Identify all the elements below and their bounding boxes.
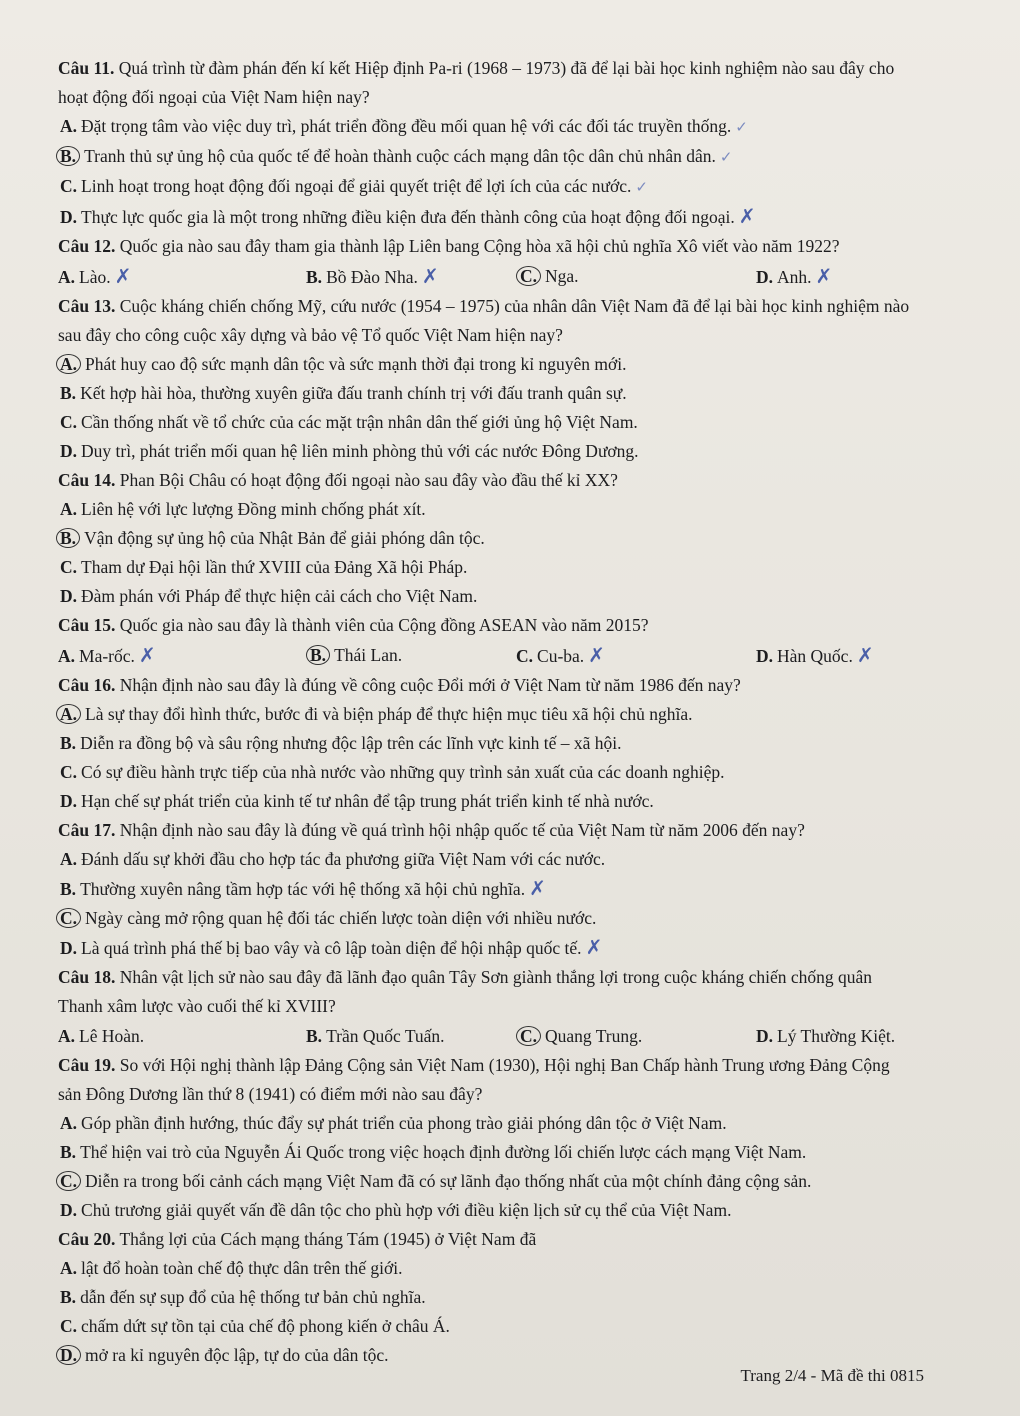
option-a [58, 350, 910, 379]
option-b [306, 1021, 516, 1051]
option-text: Bồ Đào Nha. [326, 267, 418, 287]
option-a [58, 700, 910, 729]
option-text: Là sự thay đổi hình thức, bước đi và biện pháp để thực hiện mục tiêu xã hội chủ nghĩa. [85, 704, 693, 724]
option-letter: D. [756, 267, 774, 287]
question-text: Nhận định nào sau đây là đúng về quá trình hội nhập quốc tế của Việt Nam từ năm 2006 đến nay? [119, 820, 805, 840]
options-row [58, 640, 910, 671]
option-letter: D. [756, 646, 774, 666]
option-d [58, 1196, 910, 1225]
option-d [58, 933, 910, 963]
question-14 [58, 466, 910, 611]
question-text: Phan Bội Châu có hoạt động đối ngoại nào sau đây vào đầu thế kỉ XX? [119, 470, 618, 490]
option-text: Liên hệ với lực lượng Đồng minh chống phát xít. [81, 499, 426, 519]
option-text: Chủ trương giải quyết vấn đề dân tộc cho phù hợp với điều kiện lịch sử cụ thể của Việt Nam. [81, 1200, 732, 1220]
option-text: Đàm phán với Pháp để thực hiện cải cách cho Việt Nam. [81, 586, 478, 606]
option-d [756, 640, 910, 671]
option-c [58, 904, 910, 933]
cross-mark-icon: ✗ [529, 876, 546, 900]
option-a [58, 1021, 306, 1051]
option-letter: A. [60, 1258, 78, 1278]
option-c [516, 261, 756, 292]
cross-mark-icon: ✗ [738, 204, 756, 228]
option-text: Cu-ba. [537, 646, 585, 666]
option-text: Cần thống nhất về tổ chức của các mặt trận nhân dân thế giới ủng hộ Việt Nam. [81, 412, 638, 432]
option-text: Là quá trình phá thế bị bao vây và cô lập toàn diện để hội nhập quốc tế. [81, 938, 582, 958]
option-letter: C. [60, 557, 78, 577]
cross-mark-icon: ✗ [588, 643, 605, 667]
question-stem [58, 671, 910, 700]
option-c [58, 1167, 910, 1196]
option-letter: C. [60, 1316, 78, 1336]
option-b [58, 874, 910, 904]
question-number: Câu 16. [58, 675, 116, 695]
option-a [58, 261, 306, 292]
option-text: Thực lực quốc gia là một trong những điều kiện đưa đến thành công của hoạt động đối ngoại. [81, 207, 735, 227]
option-a [58, 845, 910, 874]
page-footer: Trang 2/4 - Mã đề thi 0815 [740, 1366, 924, 1385]
option-letter: A. [56, 354, 81, 374]
option-a [58, 495, 910, 524]
question-number: Câu 15. [58, 615, 116, 635]
option-text: Đánh dấu sự khởi đầu cho hợp tác đa phương giữa Việt Nam với các nước. [81, 849, 606, 869]
check-mark-icon: ✓ [735, 118, 748, 136]
option-letter: D. [60, 938, 78, 958]
option-text: Có sự điều hành trực tiếp của nhà nước vào những quy trình sản xuất của các doanh nghiệp. [81, 762, 725, 782]
cross-mark-icon: ✗ [138, 643, 156, 667]
option-text: Kết hợp hài hòa, thường xuyên giữa đấu tranh chính trị với đấu tranh quân sự. [80, 383, 627, 403]
option-text: Ngày càng mở rộng quan hệ đối tác chiến lược toàn diện với nhiều nước. [85, 908, 597, 928]
option-text: Tham dự Đại hội lần thứ XVIII của Đảng Xã hội Pháp. [81, 557, 468, 577]
option-text: Lý Thường Kiệt. [777, 1026, 896, 1046]
question-stem [58, 816, 910, 845]
question-number: Câu 13. [58, 296, 116, 316]
options-row [58, 1021, 910, 1051]
question-number: Câu 11. [58, 58, 115, 78]
question-text: Cuộc kháng chiến chống Mỹ, cứu nước (1954 – 1975) của nhân dân Việt Nam đã để lại bài học kinh nghiệm nào sau đây cho công cuộc xây dựng và bảo vệ Tổ quốc Việt Nam hiện nay? [58, 296, 910, 345]
option-text: Diễn ra trong bối cảnh cách mạng Việt Nam đã có sự lãnh đạo thống nhất của một chính đảng cộng sản. [85, 1171, 812, 1191]
option-letter: C. [60, 762, 78, 782]
option-letter: B. [60, 1142, 77, 1162]
option-d [58, 582, 910, 611]
question-number: Câu 18. [58, 967, 116, 987]
option-text: Lào. [79, 267, 111, 287]
question-16 [58, 671, 910, 816]
option-letter: B. [56, 146, 80, 166]
question-11 [58, 54, 910, 232]
option-letter: D. [756, 1026, 774, 1046]
question-stem [58, 611, 910, 640]
cross-mark-icon: ✗ [856, 643, 874, 667]
question-stem [58, 466, 910, 495]
check-mark-icon: ✓ [719, 148, 733, 166]
option-text: Diễn ra đồng bộ và sâu rộng nhưng độc lập trên các lĩnh vực kinh tế – xã hội. [80, 733, 622, 753]
question-number: Câu 17. [58, 820, 116, 840]
cross-mark-icon: ✗ [421, 264, 439, 288]
question-stem [58, 232, 910, 261]
question-stem [58, 292, 910, 350]
option-letter: C. [516, 266, 541, 286]
option-c [58, 408, 910, 437]
option-letter: A. [58, 646, 76, 666]
question-text: So với Hội nghị thành lập Đảng Cộng sản Việt Nam (1930), Hội nghị Ban Chấp hành Trung ương Đảng Cộng sản Đông Dương lần thứ 8 (1941) có điểm mới nào sau đây? [58, 1055, 890, 1104]
option-text: Phát huy cao độ sức mạnh dân tộc và sức mạnh thời đại trong kỉ nguyên mới. [85, 354, 627, 374]
check-mark-icon: ✓ [635, 178, 648, 196]
option-letter: C. [516, 646, 534, 666]
option-letter: D. [60, 441, 78, 461]
option-c [58, 172, 910, 202]
option-c [58, 1312, 910, 1341]
question-20 [58, 1225, 910, 1370]
option-letter: D. [60, 207, 78, 227]
question-number: Câu 12. [58, 236, 116, 256]
option-letter: A. [58, 1026, 76, 1046]
question-stem [58, 963, 910, 1021]
option-text: chấm dứt sự tồn tại của chế độ phong kiến ở châu Á. [81, 1316, 450, 1336]
options-row [58, 261, 910, 292]
option-c [516, 1021, 756, 1051]
option-letter: C. [60, 412, 78, 432]
question-stem [58, 54, 910, 112]
option-b [58, 142, 910, 172]
option-b [58, 729, 910, 758]
option-letter: B. [56, 528, 80, 548]
question-18 [58, 963, 910, 1051]
option-text: Góp phần định hướng, thúc đẩy sự phát triển của phong trào giải phóng dân tộc ở Việt Nam. [81, 1113, 727, 1133]
option-text: Đặt trọng tâm vào việc duy trì, phát triển đồng đều mối quan hệ với các đối tác truyền thống. [81, 116, 732, 136]
question-text: Quốc gia nào sau đây tham gia thành lập Liên bang Cộng hòa xã hội chủ nghĩa Xô viết vào năm 1922? [119, 236, 840, 256]
option-text: dẫn đến sự sụp đổ của hệ thống tư bản chủ nghĩa. [80, 1287, 426, 1307]
option-letter: B. [60, 383, 77, 403]
question-number: Câu 20. [58, 1229, 116, 1249]
option-a [58, 1254, 910, 1283]
option-text: mở ra kỉ nguyên độc lập, tự do của dân tộc. [85, 1345, 389, 1365]
option-text: Vận động sự ủng hộ của Nhật Bản để giải phóng dân tộc. [84, 528, 485, 548]
question-19 [58, 1051, 910, 1225]
option-b [58, 379, 910, 408]
option-text: Hàn Quốc. [777, 646, 853, 666]
question-stem [58, 1051, 910, 1109]
option-text: Nga. [545, 266, 579, 286]
option-letter: A. [56, 704, 81, 724]
option-d [58, 202, 910, 232]
option-text: Linh hoạt trong hoạt động đối ngoại để giải quyết triệt để lợi ích của các nước. [81, 176, 632, 196]
question-number: Câu 14. [58, 470, 116, 490]
question-text: Nhân vật lịch sử nào sau đây đã lãnh đạo quân Tây Sơn giành thắng lợi trong cuộc kháng chiến chống quân Thanh xâm lược vào cuối thế kỉ XVIII? [58, 967, 873, 1016]
option-a [58, 1109, 910, 1138]
question-15 [58, 611, 910, 671]
option-text: Duy trì, phát triển mối quan hệ liên minh phòng thủ với các nước Đông Dương. [81, 441, 639, 461]
option-a [58, 112, 910, 142]
question-13 [58, 292, 910, 466]
question-text: Nhận định nào sau đây là đúng về công cuộc Đổi mới ở Việt Nam từ năm 1986 đến nay? [119, 675, 741, 695]
question-12 [58, 232, 910, 292]
option-text: Thường xuyên nâng tầm hợp tác với hệ thống xã hội chủ nghĩa. [80, 879, 526, 899]
option-b [306, 261, 516, 292]
option-letter: A. [60, 499, 78, 519]
question-text: Thắng lợi của Cách mạng tháng Tám (1945) ở Việt Nam đã [119, 1229, 537, 1249]
option-letter: D. [56, 1345, 81, 1365]
option-letter: B. [60, 879, 77, 899]
cross-mark-icon: ✗ [585, 935, 603, 959]
option-text: Ma-rốc. [79, 646, 135, 666]
option-c [58, 758, 910, 787]
option-letter: B. [60, 1287, 77, 1307]
option-letter: B. [306, 267, 323, 287]
option-b [306, 640, 516, 671]
option-letter: A. [60, 1113, 78, 1133]
option-letter: C. [56, 908, 81, 928]
option-text: Hạn chế sự phát triển của kinh tế tư nhân để tập trung phát triển kinh tế nhà nước. [81, 791, 654, 811]
option-d [58, 437, 910, 466]
option-letter: C. [56, 1171, 81, 1191]
option-d [58, 787, 910, 816]
option-letter: B. [306, 645, 330, 665]
option-letter: B. [60, 733, 77, 753]
option-text: Quang Trung. [545, 1026, 643, 1046]
option-text: Anh. [777, 267, 812, 287]
question-number: Câu 19. [58, 1055, 116, 1075]
option-d [756, 1021, 910, 1051]
question-stem [58, 1225, 910, 1254]
option-letter: A. [60, 849, 78, 869]
option-c [58, 553, 910, 582]
option-c [516, 640, 756, 671]
option-letter: C. [60, 176, 78, 196]
option-letter: D. [60, 586, 78, 606]
option-text: lật đổ hoàn toàn chế độ thực dân trên thế giới. [81, 1258, 403, 1278]
option-letter: A. [60, 116, 78, 136]
option-text: Thể hiện vai trò của Nguyễn Ái Quốc trong việc hoạch định đường lối chiến lược cách mạng Việt Nam. [80, 1142, 807, 1162]
option-text: Tranh thủ sự ủng hộ của quốc tế để hoàn thành cuộc cách mạng dân tộc dân chủ nhân dân. [84, 146, 716, 166]
cross-mark-icon: ✗ [815, 264, 833, 288]
option-a [58, 640, 306, 671]
option-d [756, 261, 910, 292]
question-17 [58, 816, 910, 963]
option-b [58, 1138, 910, 1167]
option-b [58, 1283, 910, 1312]
option-text: Trần Quốc Tuấn. [326, 1026, 445, 1046]
option-letter: B. [306, 1026, 323, 1046]
question-text: Quá trình từ đàm phán đến kí kết Hiệp định Pa-ri (1968 – 1973) đã để lại bài học kinh nghiệm nào sau đây cho hoạt động đối ngoại của Việt Nam hiện nay? [58, 58, 895, 107]
option-b [58, 524, 910, 553]
option-letter: C. [516, 1026, 541, 1046]
question-text: Quốc gia nào sau đây là thành viên của Cộng đồng ASEAN vào năm 2015? [119, 615, 649, 635]
option-letter: D. [60, 791, 78, 811]
cross-mark-icon: ✗ [114, 264, 132, 288]
option-text: Thái Lan. [334, 645, 403, 665]
option-letter: A. [58, 267, 76, 287]
option-text: Lê Hoàn. [79, 1026, 145, 1046]
option-letter: D. [60, 1200, 78, 1220]
